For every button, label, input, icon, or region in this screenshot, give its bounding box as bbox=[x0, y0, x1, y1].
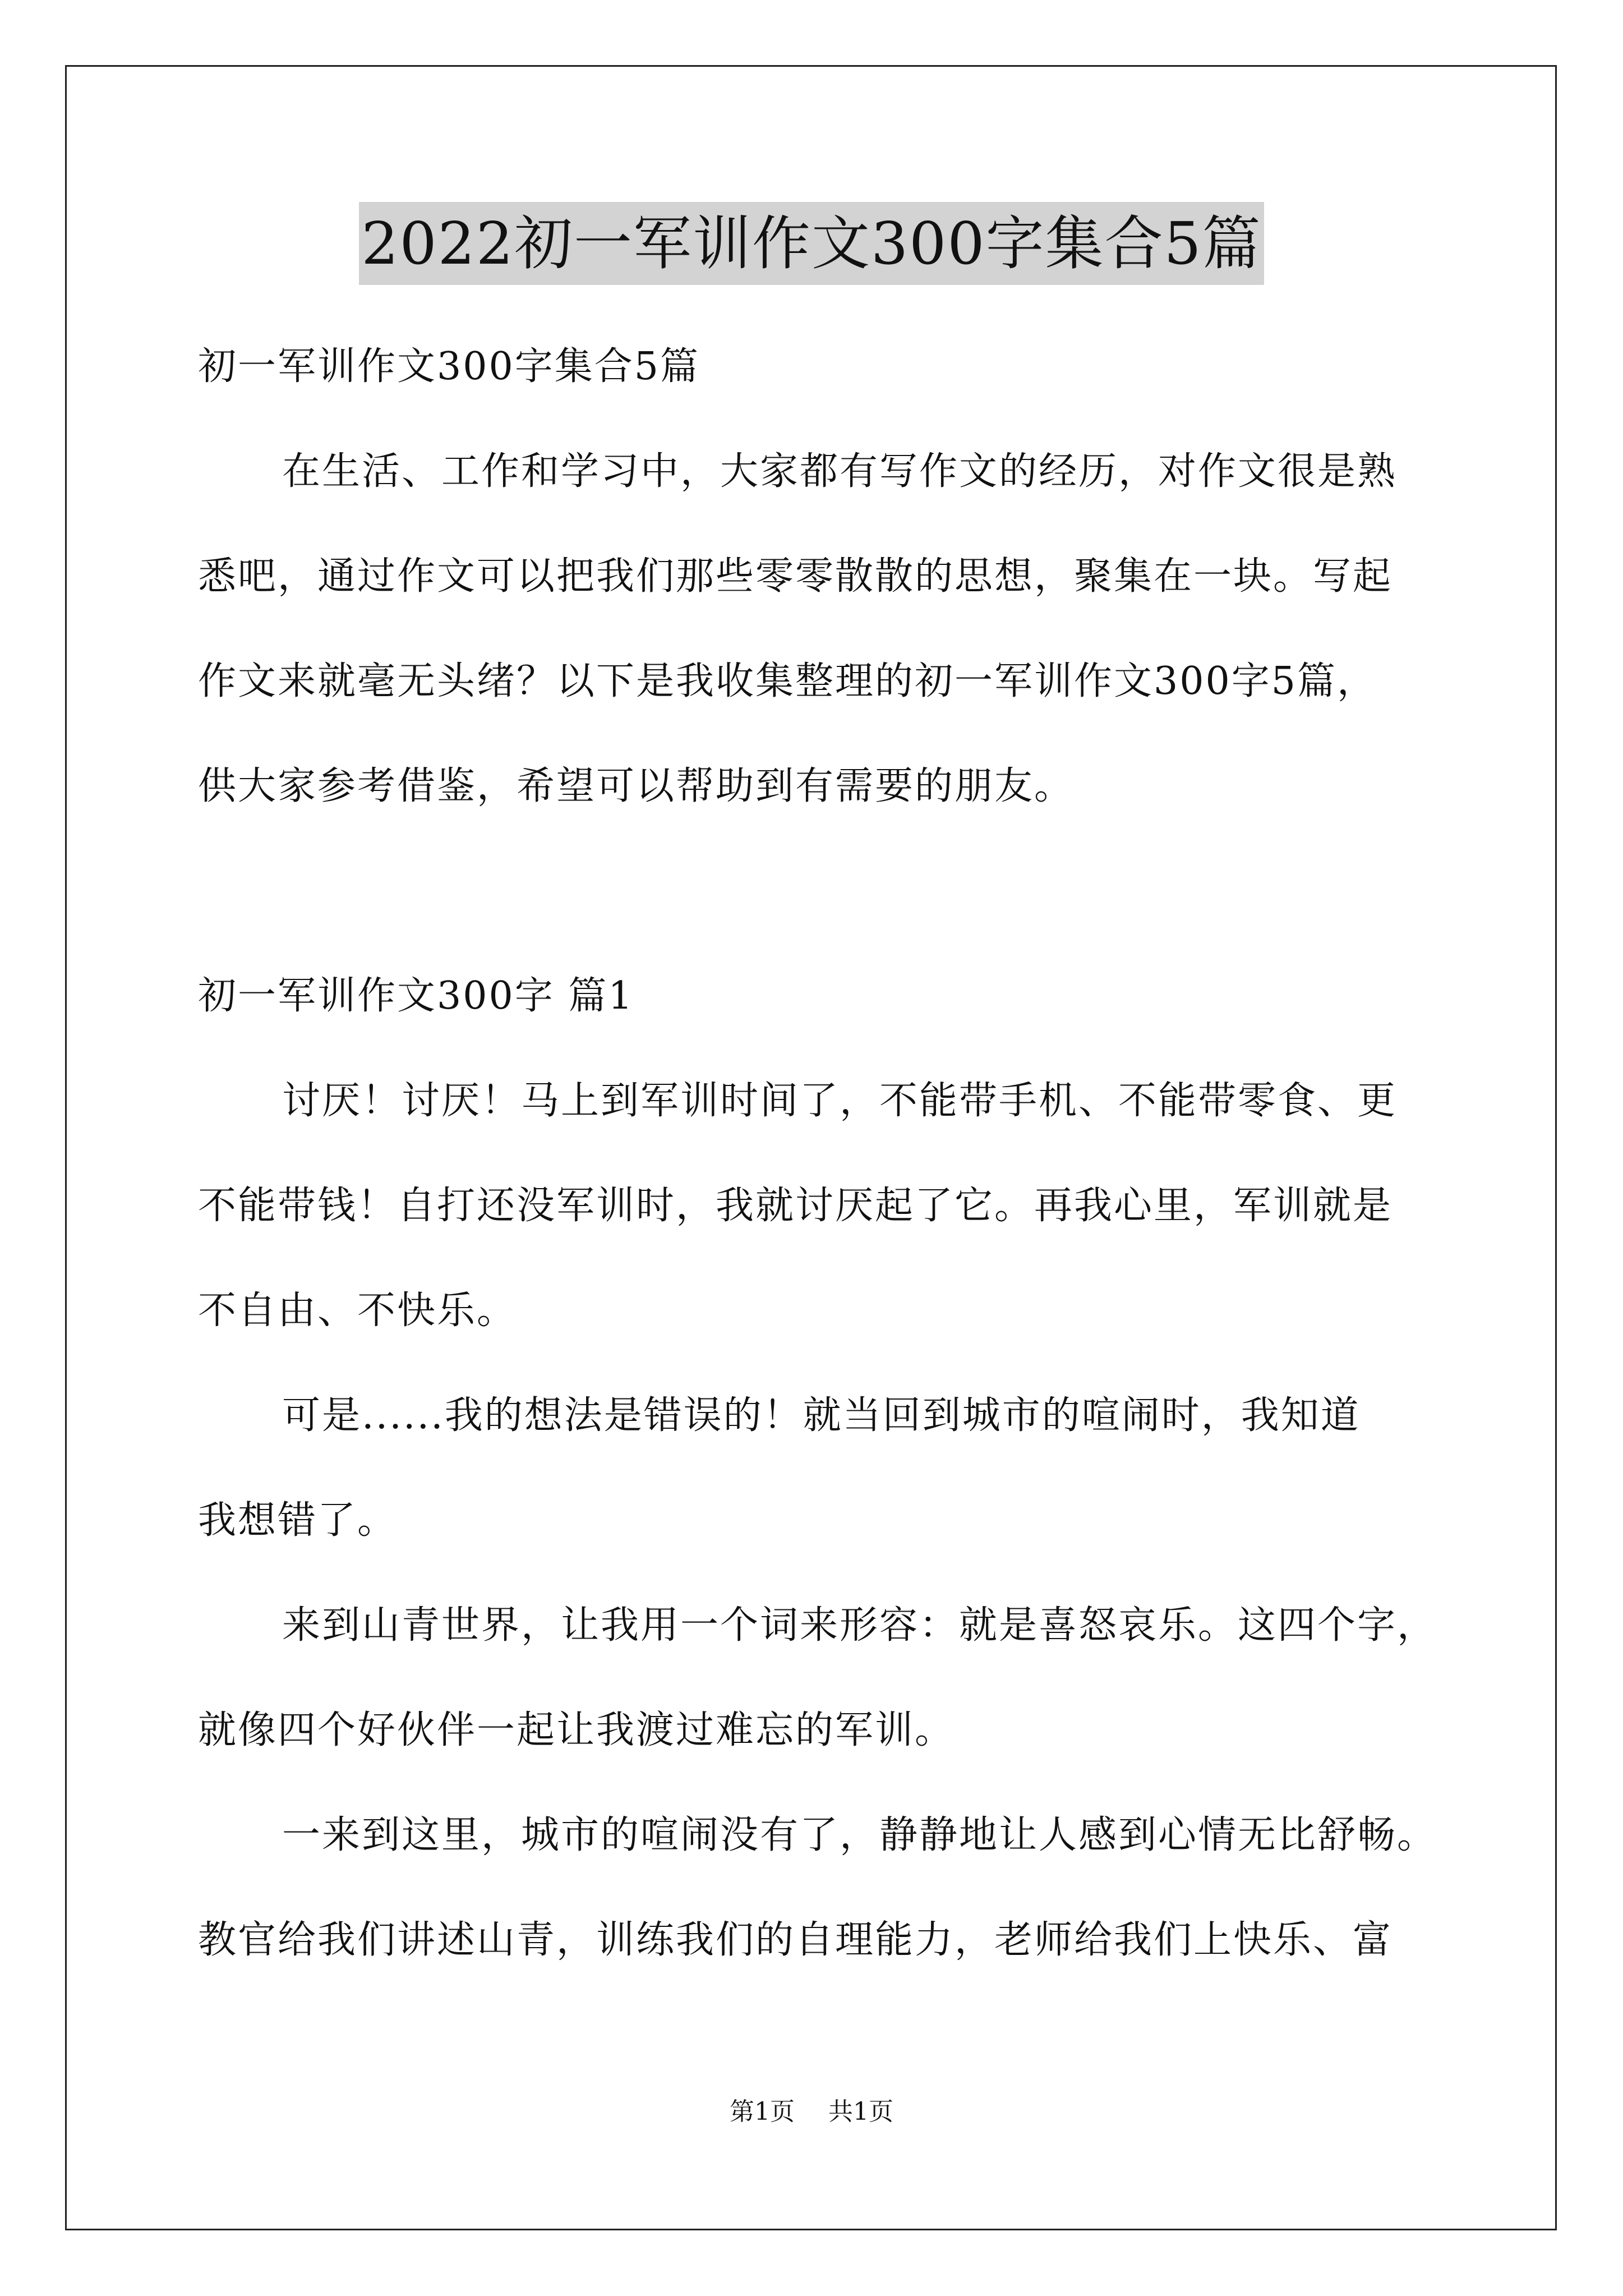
intro-line: 供大家参考借鉴，希望可以帮助到有需要的朋友。 bbox=[198, 764, 1075, 808]
document-title: 2022初一军训作文300字集合5篇 bbox=[359, 202, 1264, 285]
paragraph-line: 我想错了。 bbox=[198, 1498, 398, 1543]
paragraph-line: 教官给我们讲述山青，训练我们的自理能力，老师给我们上快乐、富 bbox=[198, 1918, 1393, 1962]
section-heading: 初一军训作文300字 篇1 bbox=[198, 974, 634, 1018]
paragraph-line: 就像四个好伙伴一起让我渡过难忘的军训。 bbox=[198, 1708, 955, 1752]
intro-heading: 初一军训作文300字集合5篇 bbox=[198, 344, 700, 389]
intro-line: 作文来就毫无头绪？以下是我收集整理的初一军训作文300字5篇， bbox=[198, 659, 1377, 703]
paragraph-line: 讨厌！讨厌！马上到军训时间了，不能带手机、不能带零食、更 bbox=[282, 1079, 1398, 1123]
intro-line: 在生活、工作和学习中，大家都有写作文的经历，对作文很是熟 bbox=[282, 449, 1398, 494]
paragraph-line: 可是......我的想法是错误的！就当回到城市的喧闹时，我知道 bbox=[282, 1393, 1361, 1438]
title-area bbox=[0, 202, 1623, 285]
paragraph-line: 来到山青世界，让我用一个词来形容：就是喜怒哀乐。这四个字， bbox=[282, 1603, 1437, 1648]
paragraph-line: 不自由、不快乐。 bbox=[198, 1289, 517, 1333]
page-total: 共1页 bbox=[828, 2097, 893, 2126]
paragraph-line: 不能带钱！自打还没军训时，我就讨厌起了它。再我心里，军训就是 bbox=[198, 1184, 1393, 1228]
document-body bbox=[198, 314, 1440, 1993]
page-footer bbox=[0, 2095, 1623, 2129]
page-number: 第1页 bbox=[730, 2097, 795, 2126]
paragraph-line: 一来到这里，城市的喧闹没有了，静静地让人感到心情无比舒畅。 bbox=[282, 1813, 1437, 1857]
intro-line: 悉吧，通过作文可以把我们那些零零散散的思想，聚集在一块。写起 bbox=[198, 554, 1393, 599]
